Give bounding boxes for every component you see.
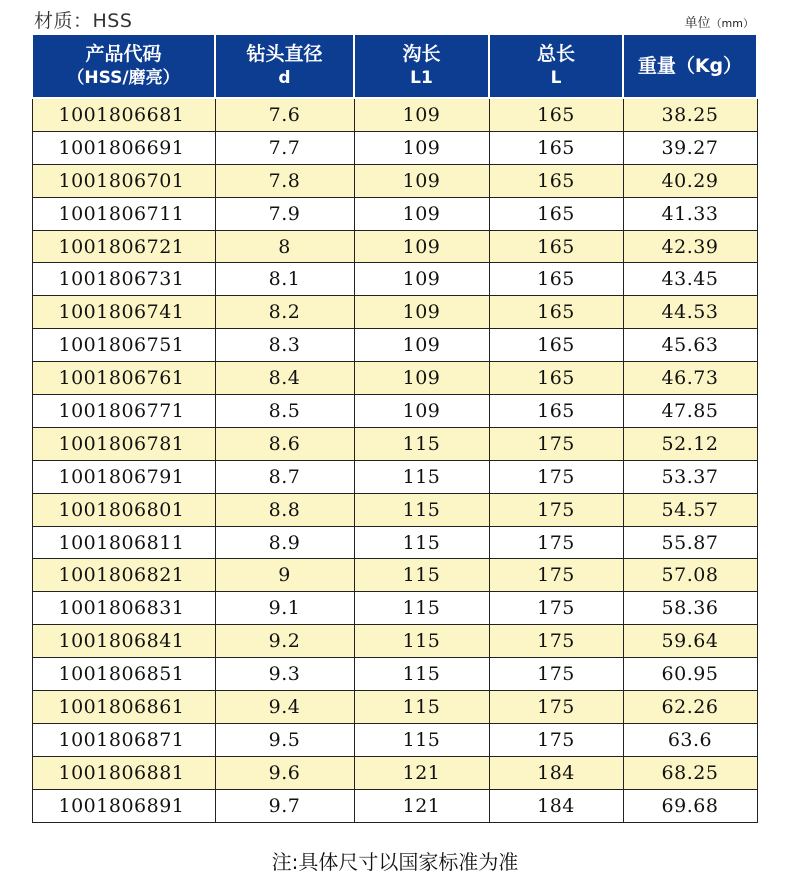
table-body (32, 98, 757, 822)
cell-overall-length: 175 (489, 460, 623, 493)
unit-text: 单位 (684, 16, 711, 31)
table-row (32, 691, 757, 724)
cell-overall-length: 175 (489, 427, 623, 460)
cell-flute-length: 109 (354, 164, 489, 197)
cell-weight: 68.25 (623, 756, 757, 789)
cell-weight: 58.36 (623, 592, 757, 625)
table-row (32, 395, 757, 428)
cell-weight: 63.6 (623, 723, 757, 756)
table-row (32, 658, 757, 691)
cell-drill-diameter: 7.8 (215, 164, 354, 197)
header-product-code (32, 34, 215, 98)
table-row (32, 230, 757, 263)
cell-weight: 45.63 (623, 329, 757, 362)
cell-weight: 60.95 (623, 658, 757, 691)
cell-product-code: 1001806721 (32, 230, 215, 263)
cell-overall-length: 165 (489, 98, 623, 131)
cell-flute-length: 109 (354, 296, 489, 329)
cell-drill-diameter: 8.4 (215, 362, 354, 395)
header-drill-diameter-line1: 钻头直径 (246, 43, 323, 65)
footnote: 注:具体尺寸以国家标准为准 (271, 850, 519, 874)
header-overall-length (489, 34, 623, 98)
cell-flute-length: 115 (354, 460, 489, 493)
cell-drill-diameter: 9.2 (215, 625, 354, 658)
cell-product-code: 1001806741 (32, 296, 215, 329)
header-flute-length-line1: 沟长 (402, 43, 441, 65)
header-row (32, 34, 757, 98)
header-product-code-line2: （HSS/磨亮） (67, 68, 180, 88)
table-row (32, 362, 757, 395)
header-weight-line1: 重量（Kg） (637, 55, 743, 77)
cell-overall-length: 165 (489, 263, 623, 296)
table-row (32, 789, 757, 822)
cell-drill-diameter: 9.7 (215, 789, 354, 822)
table-row (32, 296, 757, 329)
table-row (32, 723, 757, 756)
cell-weight: 47.85 (623, 395, 757, 428)
cell-product-code: 1001806811 (32, 526, 215, 559)
cell-drill-diameter: 9 (215, 559, 354, 592)
cell-product-code: 1001806701 (32, 164, 215, 197)
cell-flute-length: 109 (354, 263, 489, 296)
cell-overall-length: 175 (489, 592, 623, 625)
cell-overall-length: 165 (489, 296, 623, 329)
cell-overall-length: 175 (489, 559, 623, 592)
header-product-code-line1: 产品代码 (85, 43, 162, 65)
cell-overall-length: 184 (489, 789, 623, 822)
cell-product-code: 1001806781 (32, 427, 215, 460)
cell-weight: 42.39 (623, 230, 757, 263)
cell-drill-diameter: 8 (215, 230, 354, 263)
cell-flute-length: 115 (354, 625, 489, 658)
cell-product-code: 1001806711 (32, 197, 215, 230)
header-overall-length-line2: L (550, 68, 562, 88)
cell-weight: 62.26 (623, 691, 757, 724)
cell-flute-length: 121 (354, 756, 489, 789)
header-weight (623, 34, 757, 98)
cell-product-code: 1001806871 (32, 723, 215, 756)
cell-drill-diameter: 8.8 (215, 493, 354, 526)
cell-product-code: 1001806761 (32, 362, 215, 395)
cell-drill-diameter: 7.9 (215, 197, 354, 230)
cell-drill-diameter: 9.5 (215, 723, 354, 756)
table-row (32, 131, 757, 164)
spec-table-container (31, 33, 756, 823)
cell-overall-length: 175 (489, 625, 623, 658)
table-row (32, 592, 757, 625)
cell-product-code: 1001806861 (32, 691, 215, 724)
table-row (32, 427, 757, 460)
unit-value: （mm） (710, 17, 754, 30)
cell-weight: 41.33 (623, 197, 757, 230)
header-drill-diameter (215, 34, 354, 98)
cell-flute-length: 115 (354, 427, 489, 460)
cell-weight: 57.08 (623, 559, 757, 592)
cell-drill-diameter: 8.5 (215, 395, 354, 428)
cell-flute-length: 109 (354, 131, 489, 164)
cell-weight: 38.25 (623, 98, 757, 131)
cell-overall-length: 165 (489, 164, 623, 197)
cell-flute-length: 115 (354, 723, 489, 756)
cell-overall-length: 175 (489, 526, 623, 559)
cell-product-code: 1001806831 (32, 592, 215, 625)
table-header (32, 34, 757, 98)
cell-overall-length: 165 (489, 131, 623, 164)
cell-product-code: 1001806791 (32, 460, 215, 493)
cell-flute-length: 109 (354, 395, 489, 428)
cell-flute-length: 109 (354, 362, 489, 395)
cell-flute-length: 115 (354, 559, 489, 592)
cell-weight: 44.53 (623, 296, 757, 329)
cell-flute-length: 115 (354, 526, 489, 559)
material-label: 材质：HSS (34, 10, 133, 32)
cell-drill-diameter: 9.6 (215, 756, 354, 789)
table-row (32, 460, 757, 493)
cell-drill-diameter: 9.3 (215, 658, 354, 691)
cell-product-code: 1001806691 (32, 131, 215, 164)
cell-drill-diameter: 8.2 (215, 296, 354, 329)
spec-table (31, 33, 758, 823)
table-row (32, 493, 757, 526)
cell-overall-length: 165 (489, 329, 623, 362)
cell-flute-length: 109 (354, 230, 489, 263)
cell-product-code: 1001806801 (32, 493, 215, 526)
cell-overall-length: 165 (489, 395, 623, 428)
unit-label (685, 12, 754, 31)
cell-product-code: 1001806771 (32, 395, 215, 428)
cell-weight: 39.27 (623, 131, 757, 164)
cell-drill-diameter: 8.7 (215, 460, 354, 493)
cell-overall-length: 175 (489, 658, 623, 691)
cell-drill-diameter: 7.6 (215, 98, 354, 131)
cell-overall-length: 175 (489, 493, 623, 526)
cell-weight: 43.45 (623, 263, 757, 296)
cell-weight: 52.12 (623, 427, 757, 460)
cell-overall-length: 165 (489, 362, 623, 395)
cell-product-code: 1001806881 (32, 756, 215, 789)
cell-drill-diameter: 8.6 (215, 427, 354, 460)
table-row (32, 756, 757, 789)
table-row (32, 197, 757, 230)
cell-drill-diameter: 8.3 (215, 329, 354, 362)
cell-flute-length: 109 (354, 197, 489, 230)
table-row (32, 263, 757, 296)
table-row (32, 625, 757, 658)
cell-flute-length: 115 (354, 493, 489, 526)
cell-flute-length: 115 (354, 592, 489, 625)
cell-flute-length: 115 (354, 658, 489, 691)
cell-weight: 40.29 (623, 164, 757, 197)
cell-drill-diameter: 8.1 (215, 263, 354, 296)
header-flute-length-line2: L1 (410, 68, 433, 88)
table-row (32, 164, 757, 197)
cell-drill-diameter: 9.4 (215, 691, 354, 724)
cell-overall-length: 165 (489, 230, 623, 263)
table-row (32, 526, 757, 559)
cell-product-code: 1001806841 (32, 625, 215, 658)
cell-weight: 46.73 (623, 362, 757, 395)
cell-overall-length: 175 (489, 723, 623, 756)
cell-product-code: 1001806891 (32, 789, 215, 822)
header-flute-length (354, 34, 489, 98)
cell-weight: 54.57 (623, 493, 757, 526)
cell-flute-length: 109 (354, 329, 489, 362)
cell-drill-diameter: 8.9 (215, 526, 354, 559)
table-row (32, 559, 757, 592)
cell-product-code: 1001806731 (32, 263, 215, 296)
cell-drill-diameter: 7.7 (215, 131, 354, 164)
cell-flute-length: 109 (354, 98, 489, 131)
table-row (32, 98, 757, 131)
cell-weight: 69.68 (623, 789, 757, 822)
cell-overall-length: 165 (489, 197, 623, 230)
cell-overall-length: 175 (489, 691, 623, 724)
cell-drill-diameter: 9.1 (215, 592, 354, 625)
cell-product-code: 1001806751 (32, 329, 215, 362)
cell-product-code: 1001806821 (32, 559, 215, 592)
cell-weight: 53.37 (623, 460, 757, 493)
header-drill-diameter-line2: d (278, 68, 291, 88)
cell-product-code: 1001806681 (32, 98, 215, 131)
header-overall-length-line1: 总长 (536, 43, 575, 65)
cell-flute-length: 121 (354, 789, 489, 822)
table-row (32, 329, 757, 362)
cell-overall-length: 184 (489, 756, 623, 789)
cell-weight: 59.64 (623, 625, 757, 658)
cell-flute-length: 115 (354, 691, 489, 724)
cell-weight: 55.87 (623, 526, 757, 559)
cell-product-code: 1001806851 (32, 658, 215, 691)
